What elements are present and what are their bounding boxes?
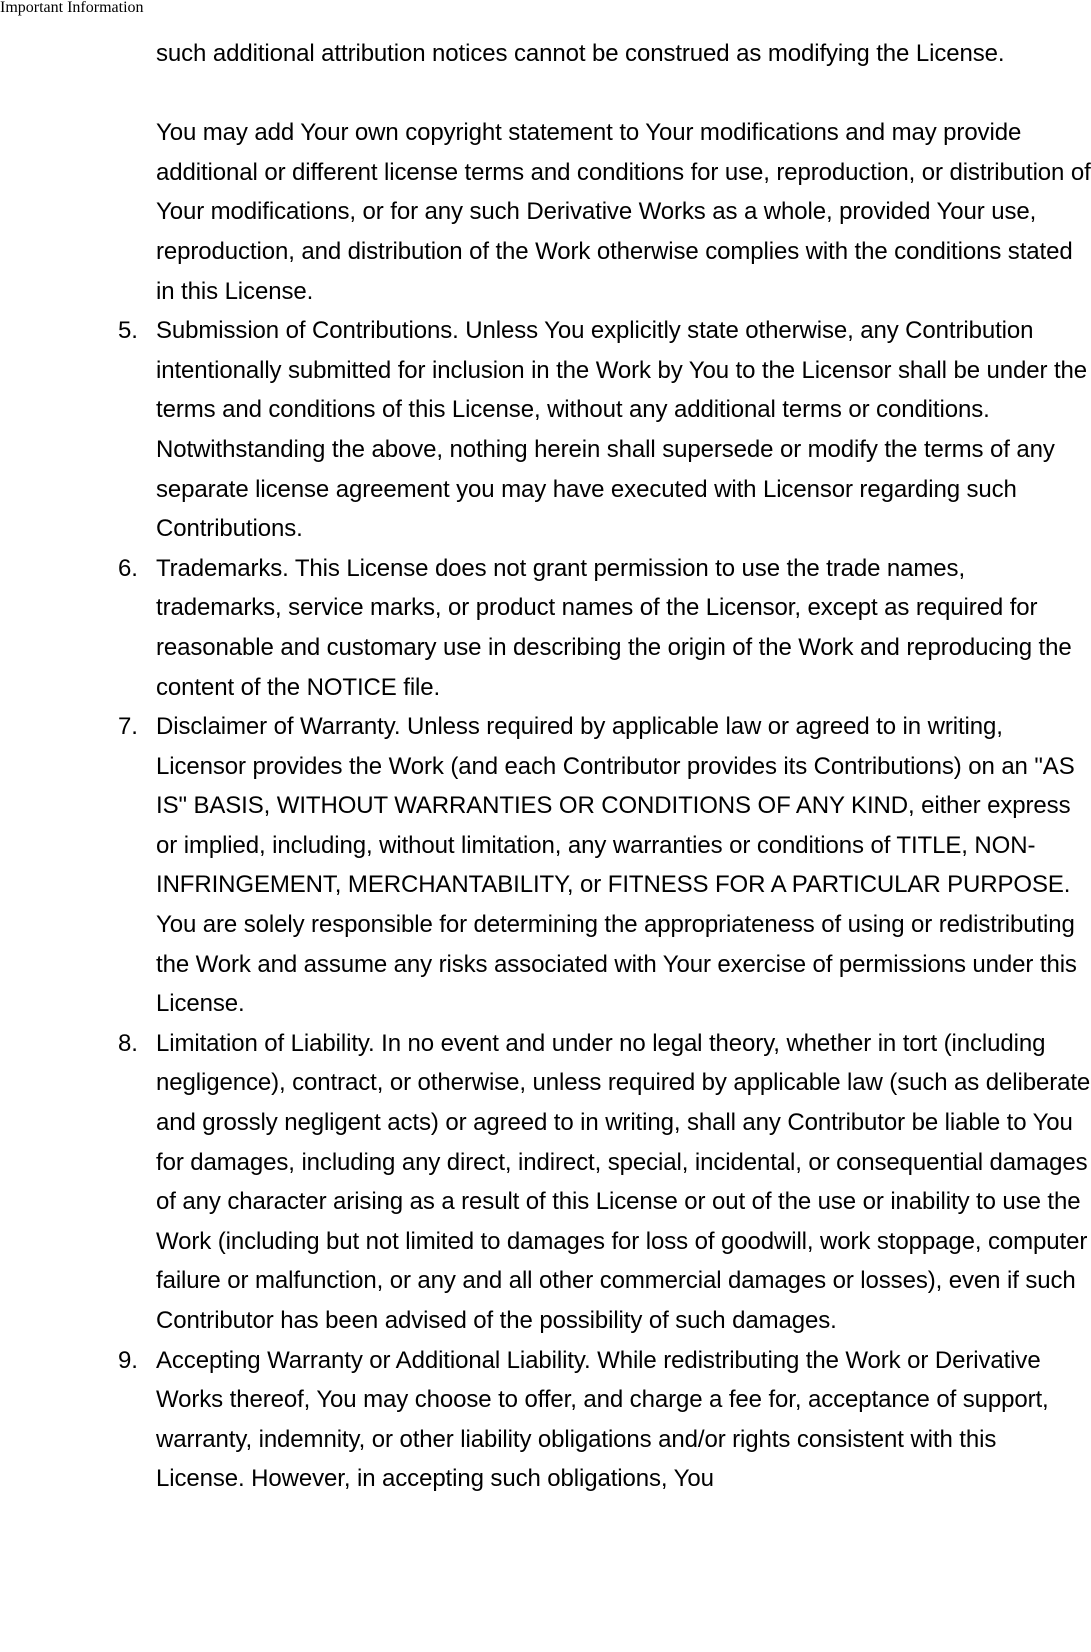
section-8 — [118, 1024, 1091, 1341]
section-text: Submission of Contributions. Unless You explicitly state otherwise, any Contribution intentionally submitted for inclusion in the Work by You to the Licensor shall be under the terms and conditions of this License, without any additional terms or conditions. — [156, 317, 1088, 424]
section-text: Trademarks. This License does not grant permission to use the trade names, trademarks, service marks, or product names of the Licensor, except as required for reasonable and customary use in describing the origin of the Work and reproducing the content of the NOTICE file. — [156, 554, 1072, 701]
section-7 — [118, 707, 1091, 1024]
section-text: Accepting Warranty or Additional Liability. While redistributing the Work or Derivative Works thereof, You may choose to offer, and charge a fee for, acceptance of support, warranty, indemnity, or other liability obligations and/or rights consistent with this License. However, in accepting such obligations, You — [156, 1346, 1049, 1493]
continuation-paragraph: such additional attribution notices cannot be construed as modifying the License. — [156, 40, 1005, 67]
section-text: Disclaimer of Warranty. Unless required by applicable law or agreed to in writing, Licensor provides the Work (and each Contributor provides its Contributions) on an "AS IS" BASIS, WITHOUT WARRANTIES OR CONDITIONS OF ANY KIND, either express or implied, including, without limitation, any warranties or conditions of TITLE, NON-INFRINGEMENT, MERCHANTABILITY, or FITNESS FOR A PARTICULAR PURPOSE. You are solely responsible for determining the appropriateness of using or redistributing the Work and assume any risks associated with Your exercise of permissions under this License. — [156, 713, 1077, 1018]
section-number: 7. — [118, 713, 138, 741]
section-extra-text: Notwithstanding the above, nothing herein shall supersede or modify the terms of any separate license agreement you may have executed with Licensor regarding such Contributions. — [156, 435, 1055, 543]
section-6 — [118, 549, 1091, 707]
copyright-statement-paragraph: You may add Your own copyright statement to Your modifications and may provide additional or different license terms and conditions for use, reproduction, or distribution of Your modifications, or for any such Derivative Works as a whole, provided Your use, reproduction, and distribution of the Work otherwise complies with the conditions stated in this License. — [156, 119, 1091, 305]
page-header-title: Important Information — [0, 0, 144, 16]
license-text — [0, 34, 1091, 1499]
section-number: 5. — [118, 317, 138, 345]
section-text: Limitation of Liability. In no event and under no legal theory, whether in tort (including negligence), contract, or otherwise, unless required by applicable law (such as deliberate and grossly negligent acts) or agreed to in writing, shall any Contributor be liable to You for damages, including any direct, indirect, special, incidental, or consequential damages of any character arising as a result of this License or out of the use or inability to use the Work (including but not limited to damages for loss of goodwill, work stoppage, computer failure or malfunction, or any and all other commercial damages or losses), even if such Contributor has been advised of the possibility of such damages. — [156, 1029, 1091, 1334]
section-number: 9. — [118, 1346, 138, 1374]
section-9 — [118, 1341, 1091, 1499]
section-number: 8. — [118, 1029, 138, 1057]
section-number: 6. — [118, 554, 138, 582]
section-5 — [118, 311, 1091, 549]
